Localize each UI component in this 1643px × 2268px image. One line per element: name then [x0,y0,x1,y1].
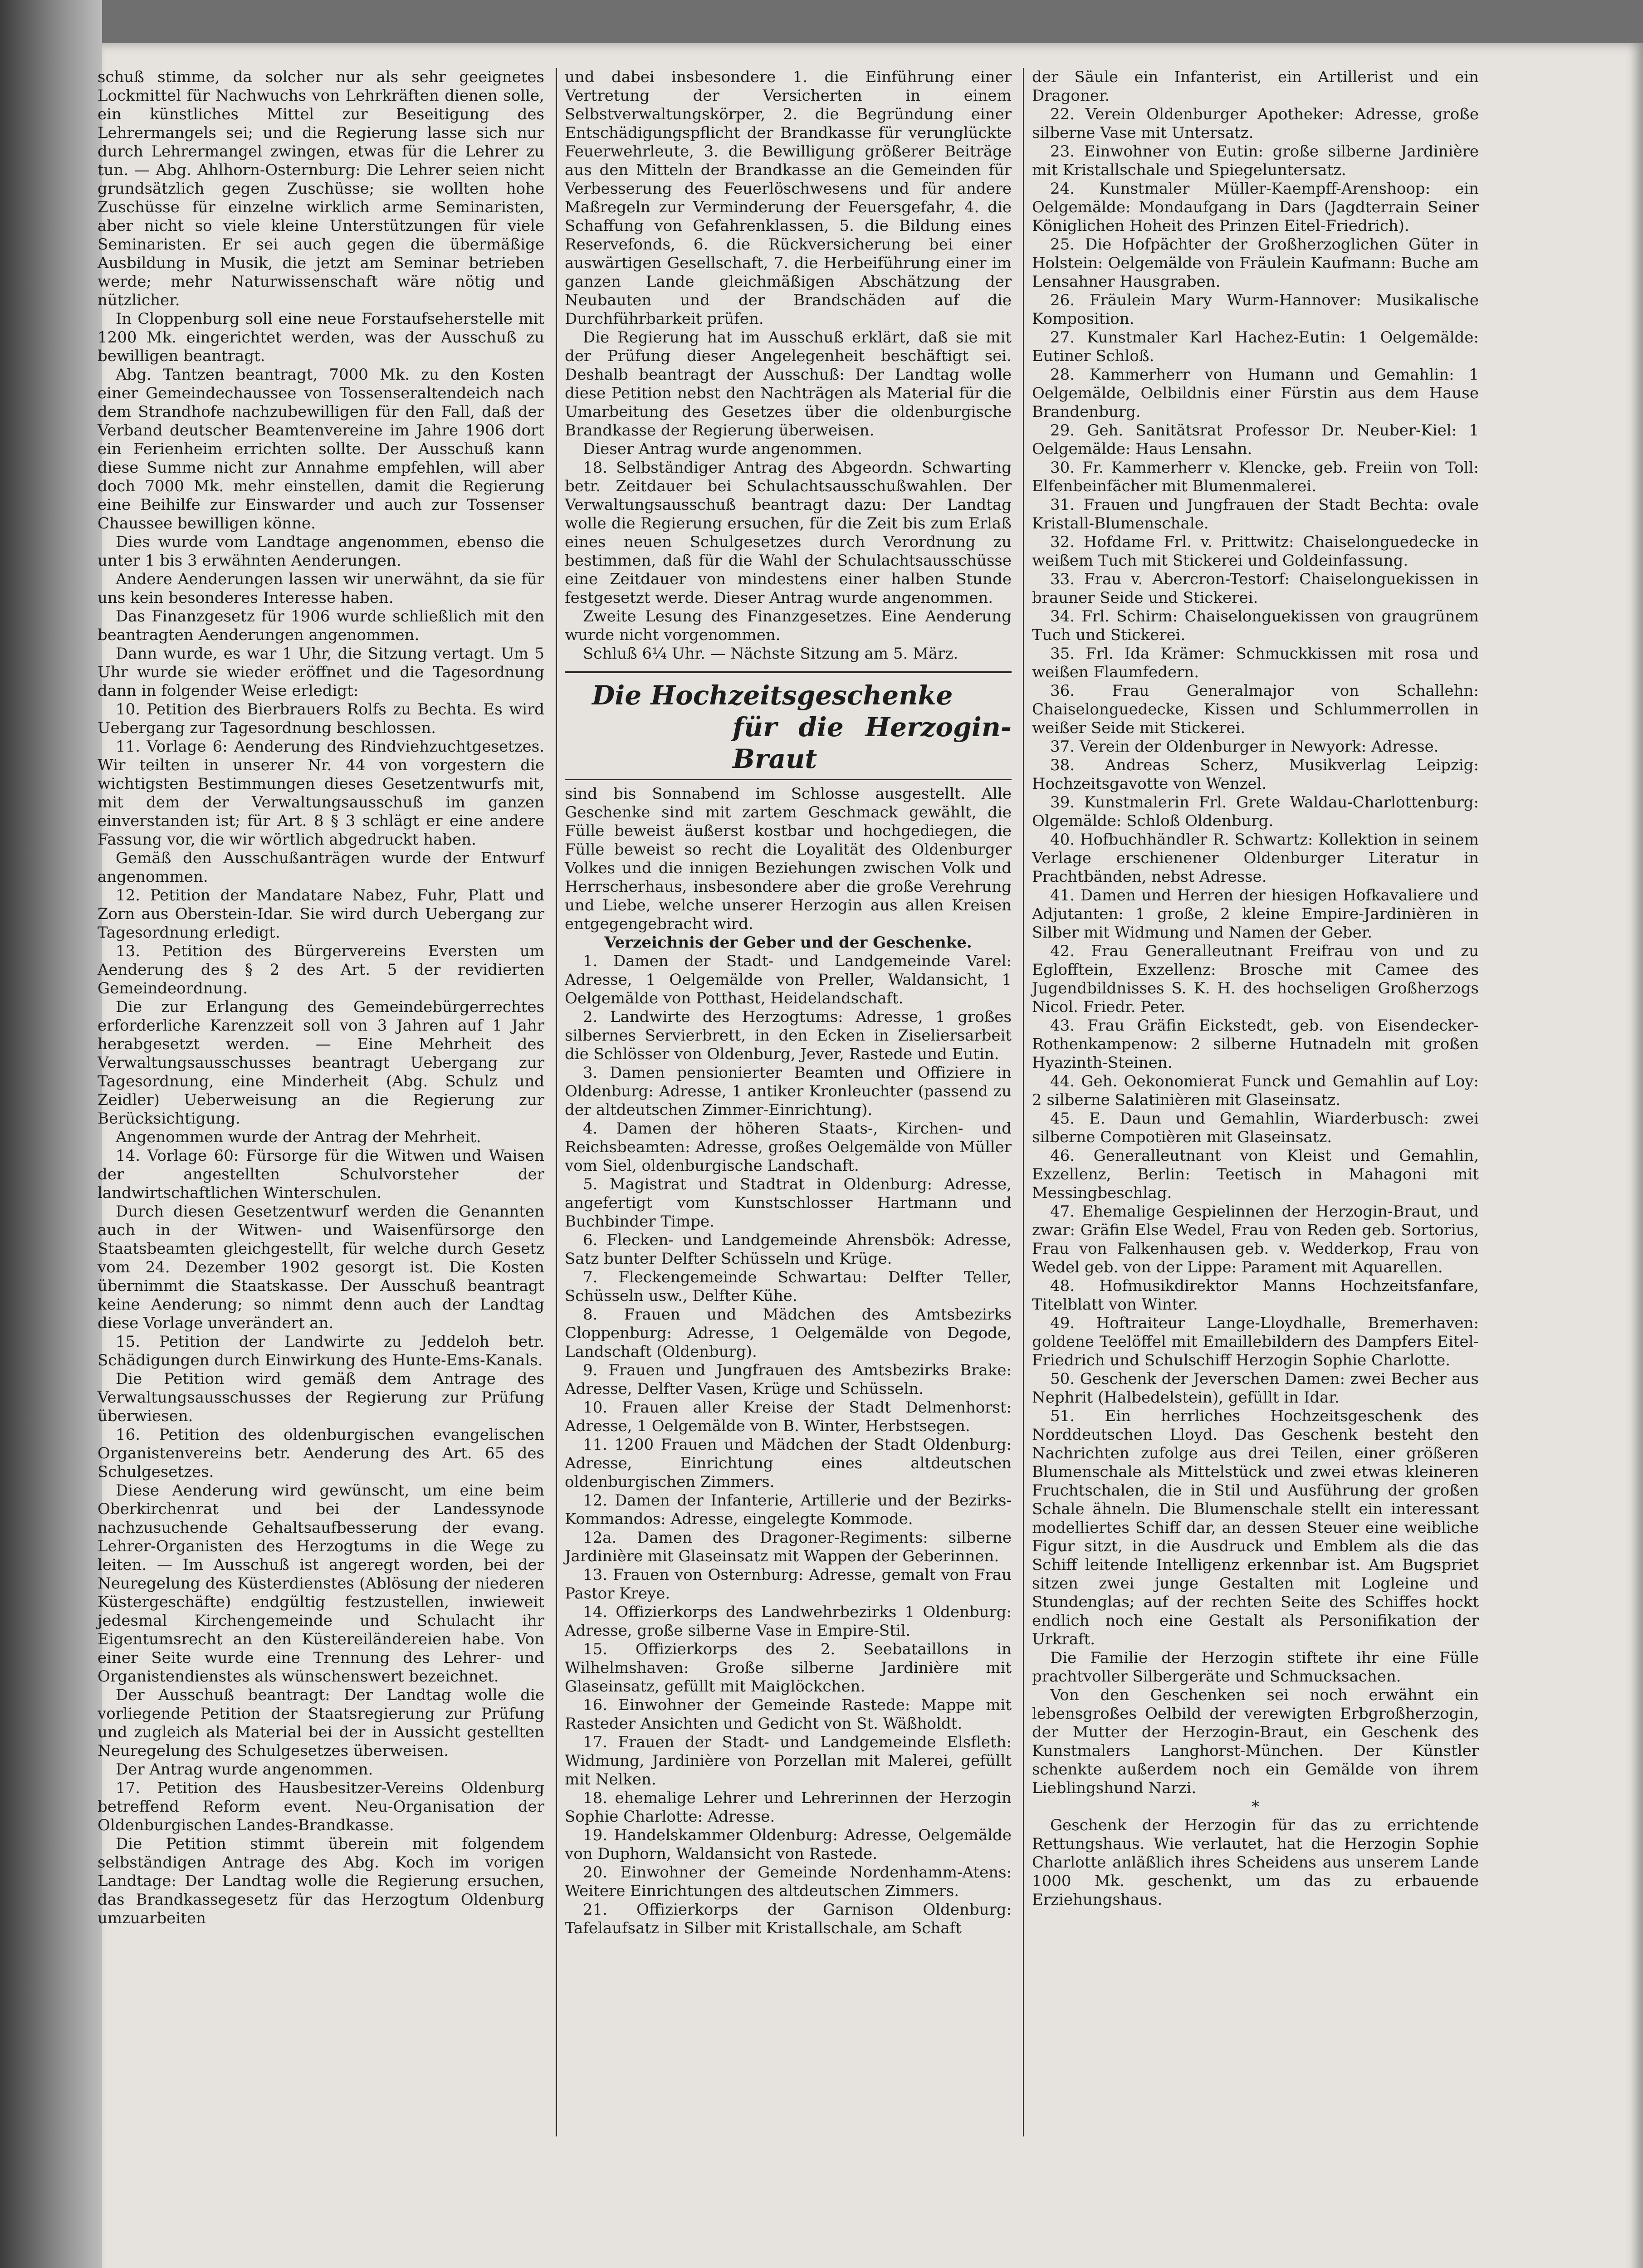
column-middle [565,68,1012,1938]
list-item: 32. Hofdame Frl. v. Prittwitz: Chaiselonguedecke in weißem Tuch mit Stickerei und Goldeinfassung. [1032,533,1479,570]
list-item: 43. Frau Gräfin Eickstedt, geb. von Eisendecker-Rothenkampenow: 2 silberne Hutnadeln mit großen Hyazinth-Steinen. [1032,1017,1479,1072]
list-item: 27. Kunstmaler Karl Hachez-Eutin: 1 Oelgemälde: Eutiner Schloß. [1032,328,1479,365]
list-item: 39. Kunstmalerin Frl. Grete Waldau-Charlottenburg: Olgemälde: Schloß Oldenburg. [1032,793,1479,830]
list-item: 9. Frauen und Jungfrauen des Amtsbezirks Brake: Adresse, Delfter Vasen, Krüge und Schüsseln. [565,1361,1012,1398]
headline-line1: Die Hochzeitsgeschenke [592,680,953,711]
list-item: 2. Landwirte des Herzogtums: Adresse, 1 großes silbernes Servierbrett, in den Ecken in Ziseliersarbeit die Schlösser von Oldenburg, Jever, Rastede und Eutin. [565,1008,1012,1063]
list-item: 26. Fräulein Mary Wurm-Hannover: Musikalische Komposition. [1032,291,1479,328]
list-item: 33. Frau v. Abercron-Testorf: Chaiselonguekissen in brauner Seide und Stickerei. [1032,570,1479,607]
paragraph: Die Regierung hat im Ausschuß erklärt, daß sie mit der Prüfung dieser Angelegenheit beschäftigt sei. Deshalb beantragt der Ausschuß: Der Landtag wolle diese Petition nebst den Nachträgen als Material für die Umarbeitung des Gesetzes über die oldenburgische Brandkasse der Regierung überweisen. [565,328,1012,440]
paragraph: 16. Petition des oldenburgischen evangelischen Organistenvereins betr. Aenderung des Art. 65 des Schulgesetzes. [98,1426,544,1481]
headline [565,671,1012,780]
paragraph: Angenommen wurde der Antrag der Mehrheit. [116,1128,481,1146]
list-item: 8. Frauen und Mädchen des Amtsbezirks Cloppenburg: Adresse, 1 Oelgemälde von Degode, Landschaft (Oldenburg). [565,1305,1012,1361]
paragraph: Geschenk der Herzogin für das zu errichtende Rettungshaus. Wie verlautet, hat die Herzogin Sophie Charlotte anläßlich ihres Scheidens aus unserem Lande 1000 Mk. geschenkt, um das zu erbauende Erziehungshaus. [1032,1816,1479,1909]
section-heading: Verzeichnis der Geber und der Geschenke. [604,934,972,952]
list-item: 22. Verein Oldenburger Apotheker: Adresse, große silberne Vase mit Untersatz. [1032,105,1479,142]
list-item: 34. Frl. Schirm: Chaiselonguekissen von graugrünem Tuch und Stickerei. [1032,607,1479,644]
paragraph: Dies wurde vom Landtage angenommen, ebenso die unter 1 bis 3 erwähnten Aenderungen. [98,533,544,570]
headline-line2: für die Herzogin-Braut [733,712,1012,774]
column-left [98,68,544,1928]
list-item: 12a. Damen des Dragoner-Regiments: silberne Jardinière mit Glaseinsatz mit Wappen der Geberinnen. [565,1529,1012,1565]
list-item: 24. Kunstmaler Müller-Kaempff-Arenshoop: ein Oelgemälde: Mondaufgang in Dars (Jagdterrain Seiner Königlichen Hoheit des Prinzen Eitel-Friedrich). [1032,180,1479,235]
list-item: 35. Frl. Ida Krämer: Schmuckkissen mit rosa und weißen Flaumfedern. [1032,645,1479,681]
list-item: 37. Verein der Oldenburger in Newyork: Adresse. [1050,738,1439,756]
list-item: 42. Frau Generalleutnant Freifrau von und zu Eglofftein, Exzellenz: Brosche mit Camee des Jugendbildnisses S. K. H. des hochseligen Großherzogs Nicol. Friedr. Peter. [1032,942,1479,1016]
column-rule [556,68,557,2136]
list-item: 30. Fr. Kammerherr v. Klencke, geb. Freiin von Toll: Elfenbeinfächer mit Blumenmalerei. [1032,459,1479,495]
paragraph: 11. Vorlage 6: Aenderung des Rindviehzuchtgesetzes. Wir teilten in unserer Nr. 44 von vorgestern die wichtigsten Bestimmungen dieses Gesetzentwurfs mit, mit dem der Verwaltungsausschuß im ganzen einverstanden ist; für Art. 8 § 3 schlägt er eine andere Fassung vor, die wir wörtlich abgedruckt haben. [98,738,544,849]
paragraph: Zweite Lesung des Finanzgesetzes. Eine Aenderung wurde nicht vorgenommen. [565,607,1012,644]
paragraph: Abg. Tantzen beantragt, 7000 Mk. zu den Kosten einer Gemeindechaussee von Tossenseraltendeich nach dem Strandhofe nachzubewilligen für den Fall, daß der Verband deutscher Beamtenvereine im Jahre 1906 dort ein Ferienheim errichten sollte. Der Ausschuß kann diese Summe nicht zur Annahme empfehlen, will aber doch 7000 Mk. mehr einstellen, damit die Regierung eine Beihilfe zur Einswarder und auch zur Tossenser Chaussee bewilligen könne. [98,366,544,533]
list-item: 11. 1200 Frauen und Mädchen der Stadt Oldenburg: Adresse, Einrichtung eines altdeutschen oldenburgischen Zimmers. [565,1436,1012,1491]
paragraph: 13. Petition des Bürgervereins Eversten um Aenderung des § 2 des Art. 5 der revidierten Gemeindeordnung. [98,942,544,997]
list-item: 49. Hoftraiteur Lange-Lloydhalle, Bremerhaven: goldene Teelöffel mit Emaillebildern des Dampfers Eitel-Friedrich und Schulschiff Herzogin Sophie Charlotte. [1032,1314,1479,1369]
list-item: 13. Frauen von Osternburg: Adresse, gemalt von Frau Pastor Kreye. [565,1566,1012,1603]
column-rule [1023,68,1024,2136]
list-item: 51. Ein herrliches Hochzeitsgeschenk des Norddeutschen Lloyd. Das Geschenk besteht den Nachrichten zufolge aus drei Teilen, einer größeren Blumenschale als Mittelstück und zwei etwas kleineren Fruchtschalen, die in Stil und Ausführung der großen Schale ähneln. Die Blumenschale stellt ein interessant modelliertes Schiff dar, an dessen Steuer eine weibliche Figur sitzt, in die Ausdruck und Emblem als die das Schiff leitende Intelligenz erkennbar ist. Am Bugspriet sitzen zwei junge Gestalten mit Logleine und Stundenglas; auf der rechten Seite des Schiffes hockt endlich noch eine Gestalt als Personifikation der Urkraft. [1032,1407,1479,1648]
list-item: 18. ehemalige Lehrer und Lehrerinnen der Herzogin Sophie Charlotte: Adresse. [565,1789,1012,1826]
list-item: 29. Geh. Sanitätsrat Professor Dr. Neuber-Kiel: 1 Oelgemälde: Haus Lensahn. [1032,421,1479,458]
list-item: 10. Frauen aller Kreise der Stadt Delmenhorst: Adresse, 1 Oelgemälde von B. Winter, Herbstsegen. [565,1398,1012,1435]
list-item: 3. Damen pensionierter Beamten und Offiziere in Oldenburg: Adresse, 1 antiker Kronleuchter (passend zu der altdeutschen Zimmer-Einrichtung). [565,1064,1012,1119]
book-spine [0,0,102,2268]
list-item: 40. Hofbuchhändler R. Schwartz: Kollektion in seinem Verlage erschienener Oldenburger Literatur in Prachtbänden, nebst Adresse. [1032,831,1479,886]
list-item: 14. Offizierkorps des Landwehrbezirks 1 Oldenburg: Adresse, große silberne Vase in Empire-Stil. [565,1603,1012,1640]
column-right [1032,68,1479,1909]
list-item: 45. E. Daun und Gemahlin, Wiarderbusch: zwei silberne Compotièren mit Glaseinsatz. [1032,1110,1479,1146]
paragraph: Dieser Antrag wurde angenommen. [583,440,862,458]
paragraph: In Cloppenburg soll eine neue Forstaufseherstelle mit 1200 Mk. eingerichtet werden, was der Ausschuß zu bewilligen beantragt. [98,310,544,365]
paragraph: Andere Aenderungen lassen wir unerwähnt, da sie für uns kein besonderes Interesse haben. [98,570,544,607]
list-item: 23. Einwohner von Eutin: große silberne Jardinière mit Kristallschale und Spiegeluntersatz. [1032,142,1479,179]
list-item: der Säule ein Infanterist, ein Artillerist und ein Dragoner. [1032,68,1479,105]
list-item: 20. Einwohner der Gemeinde Nordenhamm-Atens: Weitere Einrichtungen des altdeutschen Zimmers. [565,1863,1012,1900]
paragraph: Gemäß den Ausschußanträgen wurde der Entwurf angenommen. [98,849,544,886]
list-item: 17. Frauen der Stadt- und Landgemeinde Elsfleth: Widmung, Jardinière von Porzellan mit Malerei, gefüllt mit Nelken. [565,1733,1012,1789]
list-item: 7. Fleckengemeinde Schwartau: Delfter Teller, Schüsseln usw., Delfter Kühe. [565,1268,1012,1305]
paragraph: Von den Geschenken sei noch erwähnt ein lebensgroßes Oelbild der verewigten Erbgroßherzogin, der Mutter der Herzogin-Braut, ein Geschenk des Kunstmalers Langhorst-München. Der Künstler schenkte außerdem noch ein Gemälde von ihrem Lieblingshund Narzi. [1032,1686,1479,1797]
paragraph: 12. Petition der Mandatare Nabez, Fuhr, Platt und Zorn aus Oberstein-Idar. Sie wird durch Uebergang zur Tagesordnung erledigt. [98,886,544,942]
paragraph: 15. Petition der Landwirte zu Jeddeloh betr. Schädigungen durch Einwirkung des Hunte-Ems-Kanals. [98,1333,544,1369]
paragraph: Die zur Erlangung des Gemeindebürgerrechtes erforderliche Karenzzeit soll von 3 Jahren auf 1 Jahr herabgesetzt werden. — Eine Mehrheit des Verwaltungsausschusses beantragt Uebergang zur Tagesordnung, eine Minderheit (Abg. Schulz und Zeidler) Ueberweisung an die Regierung zur Berücksichtigung. [98,998,544,1128]
list-item: 38. Andreas Scherz, Musikverlag Leipzig: Hochzeitsgavotte von Wenzel. [1032,756,1479,793]
list-item: 50. Geschenk der Jeverschen Damen: zwei Becher aus Nephrit (Halbedelstein), gefüllt in Idar. [1032,1370,1479,1407]
paragraph: Der Antrag wurde angenommen. [116,1760,373,1779]
list-item: 6. Flecken- und Landgemeinde Ahrensbök: Adresse, Satz bunter Delfter Schüsseln und Krüge. [565,1231,1012,1268]
list-item: 41. Damen und Herren der hiesigen Hofkavaliere und Adjutanten: 1 große, 2 kleine Empire-Jardinièren in Silber mit Widmung und Namen der Geber. [1032,886,1479,942]
list-item: 47. Ehemalige Gespielinnen der Herzogin-Braut, und zwar: Gräfin Else Wedel, Frau von Reden geb. Sortorius, Frau von Falkenhausen geb. v. Wedderkop, Frau von Wedel geb. von der Lippe: Parament mit Aquarellen. [1032,1202,1479,1276]
list-item: 16. Einwohner der Gemeinde Rastede: Mappe mit Rasteder Ansichten und Gedicht von St. Wäßholdt. [565,1696,1012,1733]
paragraph: und dabei insbesondere 1. die Einführung einer Vertretung der Versicherten in einem Selbstverwaltungskörper, 2. die Begründung einer Entschädigungspflicht der Brandkasse für verunglückte Feuerwehrleute, 3. die Bewilligung größerer Beiträge aus den Mitteln der Brandkasse an die Gemeinden für Verbesserung des Feuerlöschwesens und für andere Maßregeln zur Verminderung der Feuersgefahr, 4. die Schaffung von Gefahrenklassen, 5. die Bildung eines Reservefonds, 6. die Rückversicherung bei einer auswärtigen Gesellschaft, 7. die Herbeiführung einer im ganzen Lande gleichmäßigen Abschätzung der Neubauten und der Brandschäden auf die Durchführbarkeit prüfen. [565,68,1012,328]
list-item: 15. Offizierkorps des 2. Seebataillons in Wilhelmshaven: Große silberne Jardinière mit Glaseinsatz, gefüllt mit Maiglöckchen. [565,1640,1012,1696]
paragraph: Das Finanzgesetz für 1906 wurde schließlich mit den beantragten Aenderungen angenommen. [98,607,544,644]
paragraph: Die Petition stimmt überein mit folgendem selbständigen Antrage des Abg. Koch im vorigen Landtage: Der Landtag wolle die Regierung ersuchen, das Brandkassegesetz für das Herzogtum Oldenburg umzuarbeiten [98,1835,544,1927]
list-item: 44. Geh. Oekonomierat Funck und Gemahlin auf Loy: 2 silberne Salatinièren mit Glaseinsatz. [1032,1072,1479,1109]
list-item: 36. Frau Generalmajor von Schallehn: Chaiselonguedecke, Kissen und Schlummerrollen in weißer Seide mit Stickerei. [1032,682,1479,737]
paragraph: schuß stimme, da solcher nur als sehr geeignetes Lockmittel für Nachwuchs von Lehrkräften dienen solle, ein künstliches Mittel zur Beseitigung des Lehrermangels sei; und die Regierung lasse sich nur durch Lehrermangel zwingen, etwas für die Lehrer zu tun. — Abg. Ahlhorn-Osternburg: Die Lehrer seien nicht grundsätzlich gegen Zuschüsse; sie wollten hohe Zuschüsse für einzelne wirklich arme Seminaristen, aber nicht so viele kleine Unterstützungen für viele Seminaristen. Er sei auch gegen die übermäßige Ausbildung in Musik, die jetzt am Seminar betrieben werde; mehr Naturwissenschaft wäre nötig und nützlicher. [98,68,544,309]
paragraph: Diese Aenderung wird gewünscht, um eine beim Oberkirchenrat und bei der Landessynode nachzusuchende Gehaltsaufbesserung der evang. Lehrer-Organisten des Herzogtums in die Wege zu leiten. — Im Ausschuß ist angeregt worden, bei der Neuregelung des Küsterdienstes (Ablösung der niederen Küstergeschäfte) endgültig festzustellen, inwieweit jedesmal Kirchengemeinde und Schulacht ihr Eigentumsrecht an den Küstereiländereien habe. Von einer Seite wurde eine Trennung des Lehrer- und Organistendienstes als wünschenswert bezeichnet. [98,1481,544,1686]
list-item: 28. Kammerherr von Humann und Gemahlin: 1 Oelgemälde, Oelbildnis einer Fürstin aus dem Hause Brandenburg. [1032,366,1479,421]
paragraph: 10. Petition des Bierbrauers Rolfs zu Bechta. Es wird Uebergang zur Tagesordnung beschlossen. [98,700,544,737]
list-item: 31. Frauen und Jungfrauen der Stadt Bechta: ovale Kristall-Blumenschale. [1032,496,1479,533]
paragraph: Die Familie der Herzogin stiftete ihr eine Fülle prachtvoller Silbergeräte und Schmucksachen. [1032,1649,1479,1686]
paragraph: 17. Petition des Hausbesitzer-Vereins Oldenburg betreffend Reform event. Neu-Organisation der Oldenburgischen Landes-Brandkasse. [98,1779,544,1834]
paragraph: 14. Vorlage 60: Fürsorge für die Witwen und Waisen der angestellten Schulvorsteher der landwirtschaftlichen Winterschulen. [98,1147,544,1202]
paragraph: Durch diesen Gesetzentwurf werden die Genannten auch in der Witwen- und Waisenfürsorge den Staatsbeamten gleichgestellt, für welche durch Gesetz vom 24. Dezember 1902 gesorgt ist. Die Kosten übernimmt die Staatskasse. Der Ausschuß beantragt keine Aenderung; so nimmt denn auch der Landtag diese Vorlage unverändert an. [98,1202,544,1332]
list-item: 21. Offizierkorps der Garnison Oldenburg: Tafelaufsatz in Silber mit Kristallschale, am Schaft [565,1901,1012,1937]
list-item: 25. Die Hofpächter der Großherzoglichen Güter in Holstein: Oelgemälde von Fräulein Kaufmann: Buche am Lensahner Hausgraben. [1032,235,1479,291]
paragraph: Der Ausschuß beantragt: Der Landtag wolle die vorliegende Petition der Staatsregierung zur Prüfung und zugleich als Material bei der in Aussicht gestellten Neuregelung des Schulgesetzes überweisen. [98,1686,544,1760]
list-item: 48. Hofmusikdirektor Manns Hochzeitsfanfare, Titelblatt von Winter. [1032,1277,1479,1314]
list-item: 12. Damen der Infanterie, Artillerie und der Bezirks-Kommandos: Adresse, eingelegte Kommode. [565,1491,1012,1528]
list-item: 4. Damen der höheren Staats-, Kirchen- und Reichsbeamten: Adresse, großes Oelgemälde von Müller vom Siel, oldenburgische Landschaft. [565,1119,1012,1175]
paragraph: Dann wurde, es war 1 Uhr, die Sitzung vertagt. Um 5 Uhr wurde sie wieder eröffnet und die Tagesordnung dann in folgender Weise erledigt: [98,645,544,700]
paragraph: 18. Selbständiger Antrag des Abgeordn. Schwarting betr. Zeitdauer bei Schulachtsausschußwahlen. Der Verwaltungsausschuß beantragt dazu: Der Landtag wolle die Regierung ersuchen, für die Zeit bis zum Erlaß eines neuen Schulgesetzes durch Verordnung zu bestimmen, daß für die Wahl der Schulachtsausschüsse eine Zeitdauer von mindestens einer halben Stunde festgesetzt werde. Dieser Antrag wurde angenommen. [565,459,1012,607]
separator-star: * [1252,1798,1259,1816]
list-item: 5. Magistrat und Stadtrat in Oldenburg: Adresse, angefertigt vom Kunstschlosser Hartmann und Buchbinder Timpe. [565,1175,1012,1231]
paragraph: Schluß 6¼ Uhr. — Nächste Sitzung am 5. März. [583,645,958,663]
paragraph: sind bis Sonnabend im Schlosse ausgestellt. Alle Geschenke sind mit zartem Geschmack gewählt, die Fülle beweist äußerst kostbar und hochgediegen, die Fülle beweist so recht die Loyalität des Oldenburger Volkes und die innigen Beziehungen zwischen Volk und Herrscherhaus, insbesondere aber die große Verehrung und Liebe, welche unserer Herzogin aus allen Kreisen entgegengebracht wird. [565,785,1012,933]
list-item: 19. Handelskammer Oldenburg: Adresse, Oelgemälde von Duphorn, Waldansicht von Rastede. [565,1826,1012,1863]
paragraph: Die Petition wird gemäß dem Antrage des Verwaltungsausschusses der Regierung zur Prüfung überwiesen. [98,1370,544,1425]
list-item: 1. Damen der Stadt- und Landgemeinde Varel: Adresse, 1 Oelgemälde von Preller, Waldansicht, 1 Oelgemälde von Potthast, Heidelandschaft. [565,952,1012,1007]
list-item: 46. Generalleutnant von Kleist und Gemahlin, Exzellenz, Berlin: Teetisch in Mahagoni mit Messingbeschlag. [1032,1147,1479,1202]
